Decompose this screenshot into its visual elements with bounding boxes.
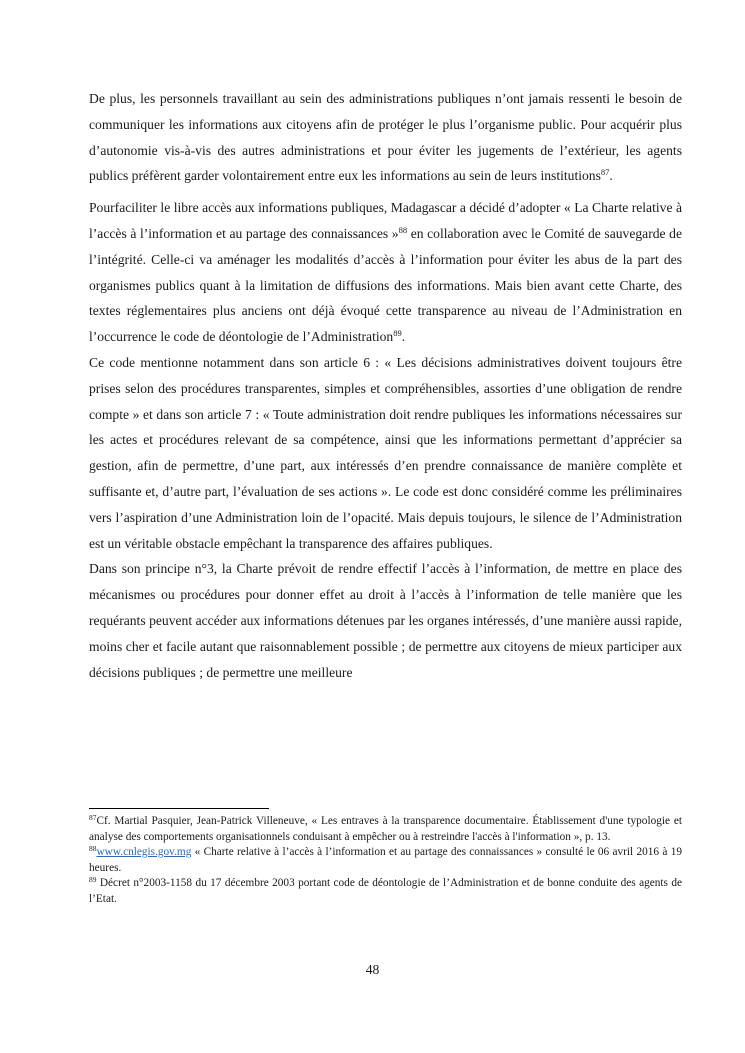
- footnotes: [89, 814, 682, 908]
- footnote-ref-87[interactable]: 87: [600, 167, 610, 178]
- paragraph-2: Pourfaciliter le libre accès aux informations publiques, Madagascar a décidé d’adopter « La Charte relative à l’accès à l’information et au partage des connaissances »$^{88}$ en collaboration avec le Comité de sauvegarde de l’intégrité. Celle-ci va aménager les modalités d’accès à l’information pour éviter les abus de la part des organismes publics quant à la limitation de diffusions des informations. Mais bien avant cette Charte, des textes réglementaires plus anciens ont déjà évoqué cette transparence au niveau de l’Administration en l’occurrence le code de déontologie de l’Administration$^{89}$.: [89, 200, 682, 345]
- footnote-ref-88[interactable]: 88: [398, 224, 408, 235]
- page-number: 48: [365, 962, 380, 977]
- footnote-separator: [89, 808, 269, 809]
- paragraph-1: De plus, les personnels travaillant au sein des administrations publiques n’ont jamais ressenti le besoin de communiquer les informations aux citoyens afin de protéger le plus l’organisme public. Pour acquérir plus d’autonomie vis-à-vis des autres administrations et pour éviter les jugements de l’extérieur, les agents publics préfèrent garder volontairement entre eux les informations au sein de leurs institutions$^{87}$.: [89, 91, 682, 184]
- footnote-88: $^{88}$www.cnlegis.gov.mg « Charte relative à l’accès à l’information et au partage des connaissances » consulté le 06 avril 2016 à 19 heures.: [89, 844, 682, 874]
- footnote-89: $^{89}$ Décret n°2003-1158 du 17 décembre 2003 portant code de déontologie de l’Administration et de bonne conduite des agents de l’Etat.: [89, 875, 682, 905]
- footnote-87: $^{87}$Cf. Martial Pasquier, Jean-Patrick Villeneuve, « Les entraves à la transparence documentaire. Établissement d'une typologie et analyse des comportements organisationnels conduisant à empêcher ou à restreindre l'accès à l'information », p. 13.: [89, 813, 682, 843]
- body-text: [89, 86, 682, 685]
- footnote-ref-89[interactable]: 89: [393, 328, 402, 339]
- paragraph-3: Ce code mentionne notamment dans son article 6 : « Les décisions administratives doivent toujours être prises selon des procédures transparentes, simples et compréhensibles, assorties d’une obligation de rendre compte » et dans son article 7 : « Toute administration doit rendre publiques les informations nécessaires sur les actes et procédures relevant de sa compétence, ainsi que les informations permettant d’apprécier sa gestion, afin de permettre, d’une part, aux intéressés d’en prendre connaissance de manière complète et suffisante et, d’autre part, l’évaluation de ses actions ». Le code est donc considéré comme les préliminaires vers l’aspiration d’une Administration loin de l’opacité. Mais depuis toujours, le silence de l’Administration est un véritable obstacle empêchant la transparence des affaires publiques.: [89, 354, 682, 551]
- footnote-link[interactable]: www.cnlegis.gov.mg: [96, 846, 192, 859]
- paragraph-4: Dans son principe n°3, la Charte prévoit de rendre effectif l’accès à l’information, de mettre en place des mécanismes ou procédures pour donner effet au droit à l’accès à l’information de telle manière que les requérants peuvent accéder aux informations détenues par les organes intéressés, d’une manière aussi rapide, moins cher et facile autant que raisonnablement possible ; de permettre aux citoyens de mieux participer aux décisions publiques ; de permettre une meilleure: [89, 561, 682, 680]
